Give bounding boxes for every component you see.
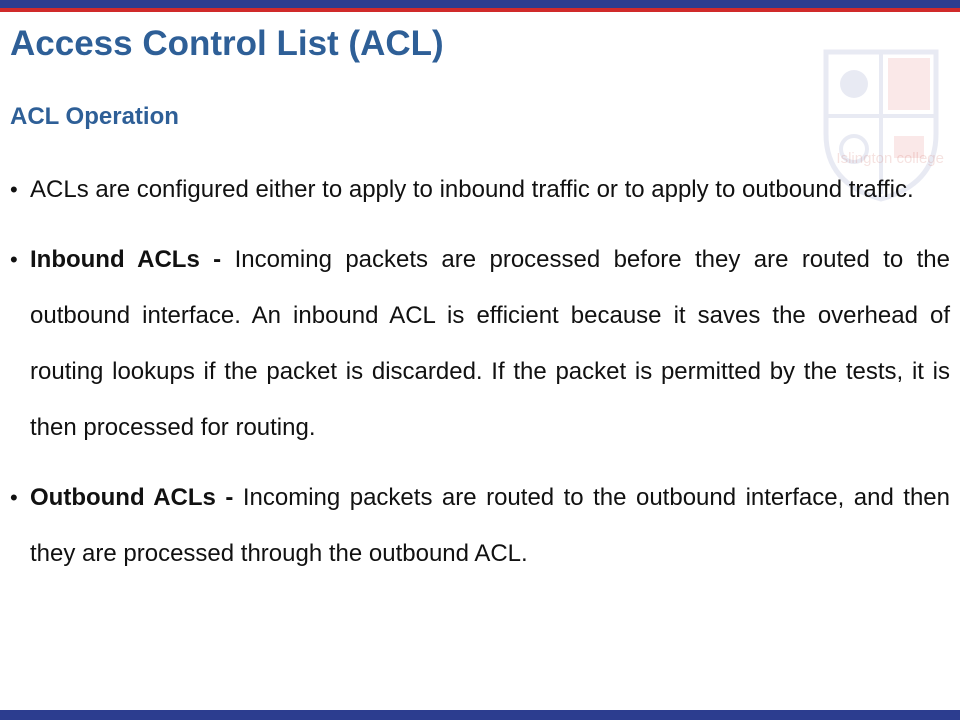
top-banner-navy-stripe bbox=[0, 0, 960, 8]
bullet-text bbox=[30, 162, 950, 218]
top-banner-red-stripe bbox=[0, 8, 960, 12]
bullet-body: Incoming packets are routed to the outbound interface, and then they are processed through the outbound ACL. bbox=[30, 484, 951, 567]
bullet-item bbox=[10, 162, 950, 218]
section-subtitle: ACL Operation bbox=[10, 103, 179, 130]
page-title: Access Control List (ACL) bbox=[10, 24, 444, 63]
bullet-text bbox=[30, 470, 950, 582]
bullet-term: Outbound ACLs - bbox=[30, 484, 234, 511]
bullet-icon: • bbox=[10, 177, 18, 202]
bullet-icon: • bbox=[10, 247, 18, 272]
bullet-list bbox=[10, 162, 950, 596]
bullet-body: ACLs are configured either to apply to inbound traffic or to apply to outbound traffic. bbox=[30, 176, 914, 203]
top-banner bbox=[0, 0, 960, 12]
watermark-text: Islington college bbox=[836, 150, 944, 167]
bullet-text bbox=[30, 232, 950, 456]
bullet-item bbox=[10, 470, 950, 582]
bottom-banner bbox=[0, 710, 960, 720]
bullet-term: Inbound ACLs - bbox=[30, 246, 222, 273]
bullet-item bbox=[10, 232, 950, 456]
bullet-icon: • bbox=[10, 485, 18, 510]
bullet-body: Incoming packets are processed before they are routed to the outbound interface. An inbound ACL is efficient because it saves the overhead of routing lookups if the packet is discarded. If the packet is permitted by the tests, it is then processed for routing. bbox=[30, 246, 951, 441]
